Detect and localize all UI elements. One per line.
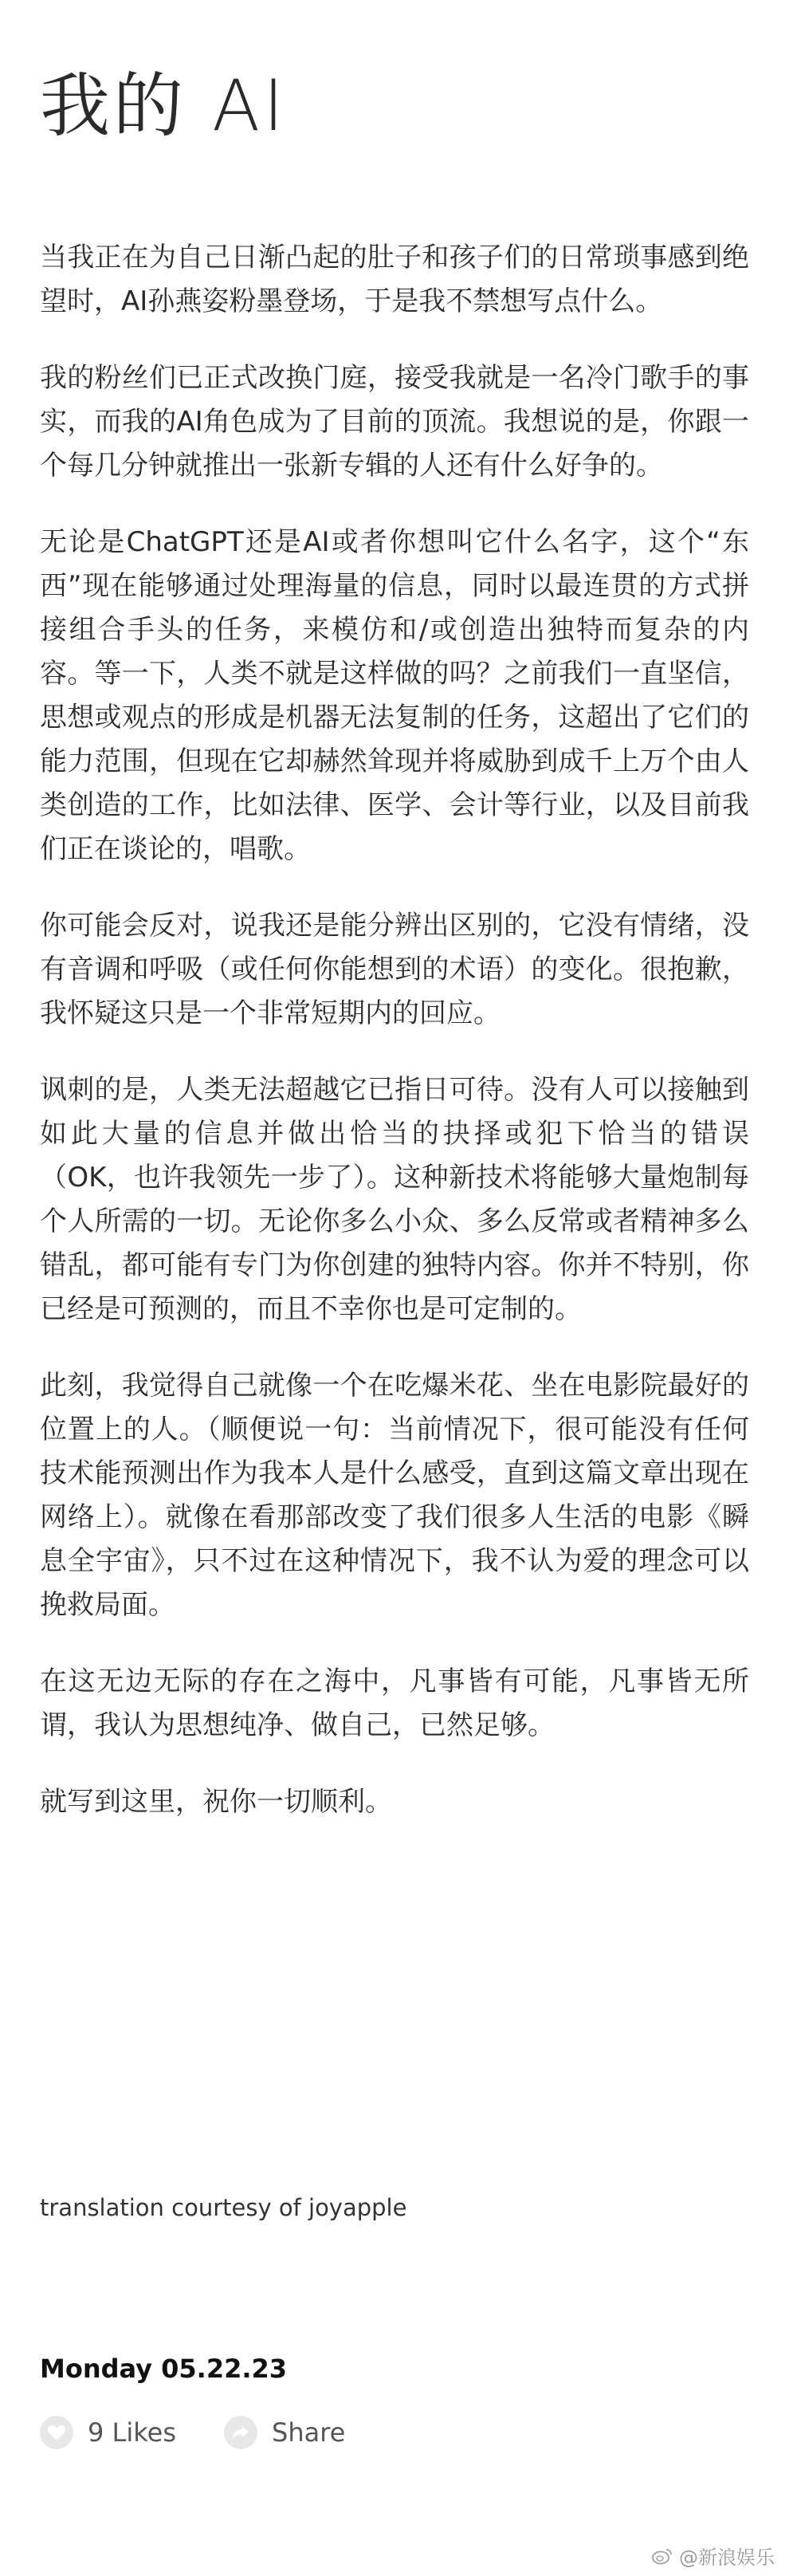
article-body xyxy=(40,236,749,1857)
paragraph-7: 在这无边无际的存在之海中，凡事皆有可能，凡事皆无所谓，我认为思想纯净、做自己，已然足够。 xyxy=(40,1666,749,1741)
like-button[interactable] xyxy=(40,2416,176,2449)
paragraph-1: 当我正在为自己日渐凸起的肚子和孩子们的日常琐事感到绝望时，AI孙燕姿粉墨登场，于是我不禁想写点什么。 xyxy=(40,242,749,317)
paragraph-4: 你可能会反对，说我还是能分辨出区别的，它没有情绪，没有音调和呼吸（或任何你能想到的术语）的变化。很抱歉，我怀疑这只是一个非常短期内的回应。 xyxy=(40,910,749,1029)
watermark-text: @新浪娱乐 xyxy=(679,2547,775,2569)
heart-icon xyxy=(40,2416,73,2449)
page-title: 我的 AI xyxy=(40,65,288,147)
share-button[interactable] xyxy=(224,2416,345,2449)
paragraph-2: 我的粉丝们已正式改换门庭，接受我就是一名冷门歌手的事实，而我的AI角色成为了目前的顶流。我想说的是，你跟一个每几分钟就推出一张新专辑的人还有什么好争的。 xyxy=(40,362,749,482)
paragraph-6: 此刻，我觉得自己就像一个在吃爆米花、坐在电影院最好的位置上的人。（顺便说一句：当前情况下，很可能没有任何技术能预测出作为我本人是什么感受，直到这篇文章出现在网络上）。就像在看那部改变了我们很多人生活的电影《瞬息全宇宙》，只不过在这种情况下，我不认为爱的理念可以挽救局面。 xyxy=(40,1370,749,1621)
paragraph-8: 就写到这里，祝你一切顺利。 xyxy=(40,1786,392,1818)
likes-count: 9 Likes xyxy=(88,2417,176,2448)
weibo-watermark xyxy=(652,2542,775,2570)
post-date: Monday 05.22.23 xyxy=(40,2354,288,2384)
paragraph-3: 无论是ChatGPT还是AI或者你想叫它什么名字，这个“东西”现在能够通过处理海量的信息，同时以最连贯的方式拼接组合手头的任务，来模仿和/或创造出独特而复杂的内容。等一下，人类不就是这样做的吗？之前我们一直坚信，思想或观点的形成是机器无法复制的任务，这超出了它们的能力范围，但现在它却赫然耸现并将威胁到成千上万个由人类创造的工作，比如法律、医学、会计等行业，以及目前我们正在谈论的，唱歌。 xyxy=(40,526,749,865)
share-label: Share xyxy=(272,2417,346,2448)
share-icon xyxy=(224,2416,257,2449)
paragraph-5: 讽刺的是，人类无法超越它已指日可待。没有人可以接触到如此大量的信息并做出恰当的抉择或犯下恰当的错误（OK，也许我领先一步了）。这种新技术将能够大量炮制每个人所需的一切。无论你多么小众、多么反常或者精神多么错乱，都可能有专门为你创建的独特内容。你并不特别，你已经是可预测的，而且不幸你也是可定制的。 xyxy=(40,1074,749,1325)
post-actions xyxy=(40,2412,345,2453)
translation-credit: translation courtesy of joyapple xyxy=(40,2194,407,2221)
weibo-logo-icon xyxy=(652,2547,673,2565)
